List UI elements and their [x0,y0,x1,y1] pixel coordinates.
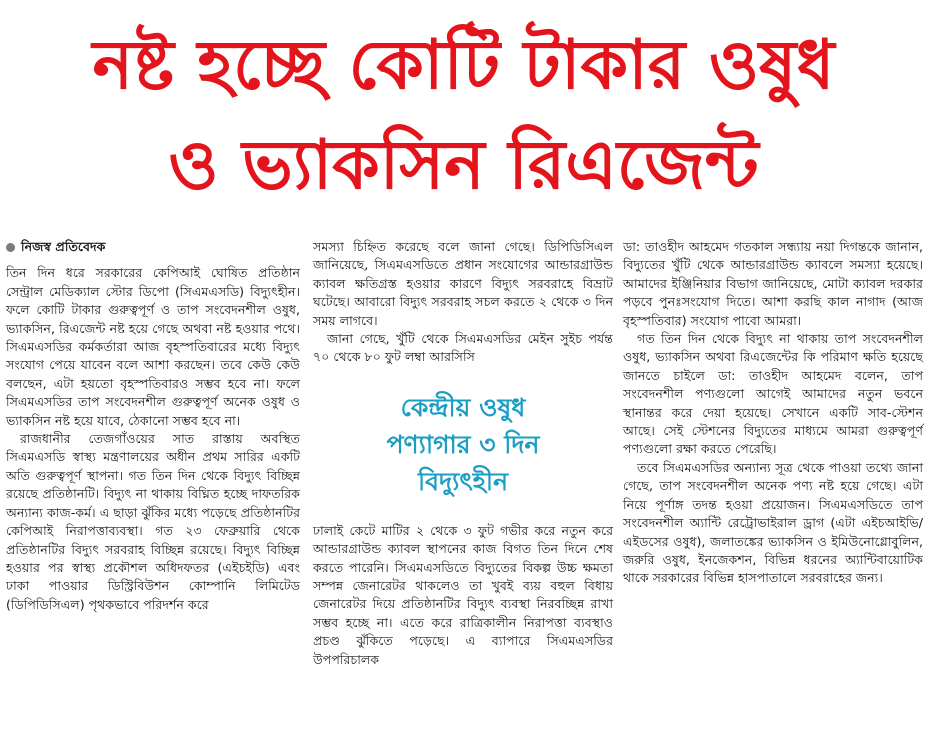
pull-quote [313,389,613,500]
article-column-1 [6,238,300,614]
pull-quote-line-3: বিদ্যুৎহীন [417,466,509,496]
article-column-2 [313,238,613,669]
col2-paragraph-2: জানা গেছে, খুঁটি থেকে সিএমএসডির মেইন সুইচ পর্যন্ত ৭০ থেকে ৮০ ফুট লম্বা আরসিসি [313,331,613,365]
col2-paragraph-3: ঢালাই কেটে মাটির ২ থেকে ৩ ফুট গভীর করে নতুন করে আন্ডারগ্রাউন্ড ক্যাবল স্থাপনের কাজ বিগত তিন দিনে শেষ করতে পারেনি। সিএমএসডিতে বিদ্যুতের বিকল্প উচ্চ ক্ষমতা সম্পন্ন জেনারেটর থাকলেও তা খুবই ব্যয় বহুল বিধায় জেনারেটর দিয়ে প্রতিষ্ঠানটির বিদ্যুৎ ব্যবস্থা নিরবচ্ছিন্ন রাখা সম্ভব হচ্ছে না। এতে করে রাত্রিকালীন নিরাপত্তা ব্যবস্থাও প্রচণ্ড ঝুঁকিতে পড়েছে। এ ব্যাপারে সিএমএসডির উপপরিচালক [313,522,613,667]
col2-paragraph-1: সমস্যা চিহ্নিত করেছে বলে জানা গেছে। ডিপিডিসিএল জানিয়েছে, সিএমএসডিতে প্রধান সংযোগের আন্ডারগ্রাউন্ড ক্যাবল ক্ষতিগ্রস্ত হওয়ার কারণে বিদ্যুৎ সরবরাহে বিভ্রাট ঘটেছে। আবারো বিদ্যুৎ সরবরাহ সচল করতে ২ থেকে ৩ দিন সময় লাগবে। [313,239,613,328]
article-column-3 [623,238,923,588]
bullet-icon [6,243,15,252]
pull-quote-line-1: কেন্দ্রীয় ওষুধ [400,392,526,422]
byline-text: নিজস্ব প্রতিবেদক [21,239,106,254]
col3-paragraph-2: গত তিন দিন থেকে বিদ্যুৎ না থাকায় তাপ সংবেদনশীল ওষুধ, ভ্যাকসিন অথবা রিএজেন্টের কি পরিমাণ ক্ষতি হয়েছে জানতে চাইলে ডা: তাওহীদ আহমেদ বলেন, তাপ সংবেদনশীল পণ্যগুলো আগেই আমাদের নতুন ভবনে স্থানান্তর করে দেয়া হয়েছে। সেখানে একটি সাব-স্টেশন আছে। সেই স্টেশনের বিদ্যুতের মাধ্যমে আমরা গুরুত্বপূর্ণ পণ্যগুলো রক্ষা করতে পেরেছি। [623,331,923,457]
byline [6,238,300,256]
col3-paragraph-1: ডা: তাওহীদ আহমেদ গতকাল সন্ধ্যায় নয়া দিগন্তকে জানান, বিদ্যুতের খুঁটি থেকে আন্ডারগ্রাউন্ড ক্যাবলে সমস্যা হয়েছে। আমাদের ইঞ্জিনিয়ার বিভাগ জানিয়েছে, মোটা ক্যাবল দরকার পড়বে পুনঃসংযোগ দিতে। আশা করছি কাল নাগাদ (আজ বৃহস্পতিবার) সংযোগ পাবো আমরা। [623,239,923,328]
headline-line-2: ও ভ্যাকসিন রিএজেন্ট [168,126,759,205]
pull-quote-line-2: পণ্যাগার ৩ দিন [386,429,540,459]
col1-paragraph-1: তিন দিন ধরে সরকারের কেপিআই ঘোষিত প্রতিষ্ঠান সেন্ট্রাল মেডিক্যাল স্টোর ডিপো (সিএমএসডি) বিদ্যুৎহীন। ফলে কোটি টাকার গুরুত্বপূর্ণ ও তাপ সংবেদনশীল ওষুধ, ভ্যাকসিন, রিএজেন্ট নষ্ট হয়ে গেছে অথবা নষ্ট হওয়ার পথে। সিএমএসডির কর্মকর্তারা আজ বৃহস্পতিবারের মধ্যে বিদ্যুৎ সংযোগ পেয়ে যাবেন বলে আশা করছেন। তবে কেউ কেউ বলছেন, এটা হয়তো বৃহস্পতিবারও সম্ভব হবে না। ফলে সিএমএসডির তাপ সংবেদনশীল গুরুত্বপূর্ণ অনেক ওষুধ ও ভ্যাকসিন নষ্ট হয়ে যাবে, ঠেকানো সম্ভব হবে না। [6,265,300,428]
col1-paragraph-2: রাজধানীর তেজগাঁওয়ের সাত রাস্তায় অবস্থিত সিএমএসডি স্বাস্থ্য মন্ত্রণালয়ের অধীন প্রথম সারির একটি অতি গুরুত্বপূর্ণ স্থাপনা। গত তিন দিন থেকে বিদ্যুৎ বিচ্ছিন্ন রয়েছে প্রতিষ্ঠানটি। বিদ্যুৎ না থাকায় বিঘ্নিত হচ্ছে দাফতরিক অন্যান্য কাজ-কর্ম। এ ছাড়া ঝুঁকির মধ্যে পড়েছে প্রতিষ্ঠানটির কেপিআই নিরাপত্তাব্যবস্থা। গত ২৩ ফেব্রুয়ারি থেকে প্রতিষ্ঠানটির বিদ্যুৎ সরবরাহ বিচ্ছিন্ন রয়েছে। বিদ্যুৎ বিচ্ছিন্ন হওয়ার পর স্বাস্থ্য প্রকৌশল অধিদফতর (এইচইডি) এবং ঢাকা পাওয়ার ডিস্ট্রিবিউশন কোম্পানি লিমিটেড (ডিপিডিসিএল) পৃথকভাবে পরিদর্শন করে [6,431,300,612]
headline-line-1: নষ্ট হচ্ছে কোটি টাকার ওষুধ [92,26,835,105]
col3-paragraph-3: তবে সিএমএসডির অন্যান্য সূত্র থেকে পাওয়া তথ্যে জানা গেছে, তাপ সংবেদনশীল অনেক পণ্য নষ্ট হয়ে গেছে। এটা নিয়ে পূর্ণাঙ্গ তদন্ত হওয়া প্রয়োজন। সিএমএসডিতে তাপ সংবেদনশীল অ্যান্টি রেট্রোভাইরাল ড্রাগ (এটা এইচআইভি/এইডসের ওষুধ), জলাতঙ্কের ভ্যাকসিন ও ইমিউনোগ্লোবুলিন, জরুরি ওষুধ, ইনজেকশন, বিভিন্ন ধরনের অ্যান্টিবায়োটিক থাকে সরকারের বিভিন্ন হাসপাতালে সরবরাহের জন্য। [623,459,923,586]
